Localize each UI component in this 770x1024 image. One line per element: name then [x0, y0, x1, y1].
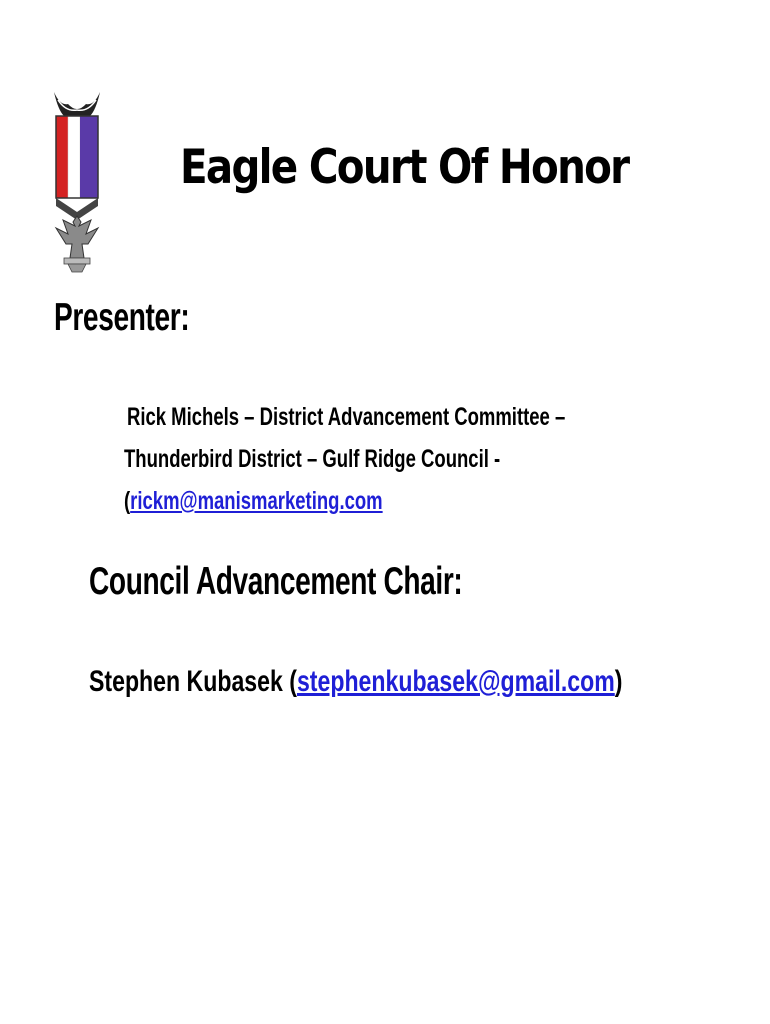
- presenter-line-3: [124, 480, 565, 522]
- presenter-details: [124, 396, 565, 522]
- page-title: Eagle Court Of Honor: [180, 140, 629, 195]
- chair-name: Stephen Kubasek (: [89, 665, 297, 698]
- chair-email-link[interactable]: stephenkubasek@gmail.com: [296, 665, 615, 698]
- presenter-email-link[interactable]: rickm@manismarketing.com: [130, 487, 383, 515]
- close-paren: ): [614, 665, 623, 698]
- open-paren: (: [124, 487, 131, 515]
- eagle-medal-icon: [46, 88, 108, 274]
- presenter-line-2: Thunderbird District – Gulf Ridge Council -: [124, 445, 501, 473]
- presenter-heading: Presenter:: [54, 296, 190, 339]
- chair-heading: Council Advancement Chair:: [89, 560, 463, 603]
- presenter-line-1: Rick Michels – District Advancement Committee –: [126, 403, 566, 431]
- chair-contact: [89, 665, 622, 699]
